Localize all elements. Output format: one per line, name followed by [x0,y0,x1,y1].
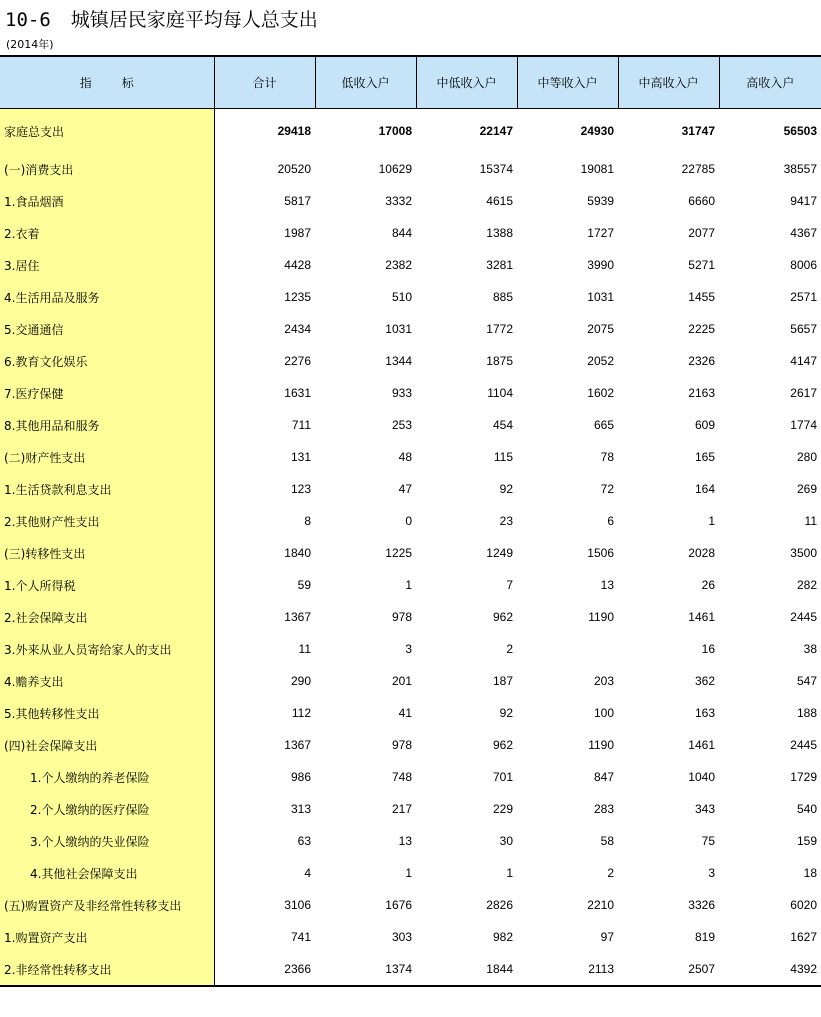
table-row [0,313,821,345]
row-value: 2434 [284,322,311,336]
row-value: 2382 [385,258,412,272]
row-label: 2.个人缴纳的医疗保险 [0,793,214,825]
row-value: 22147 [479,124,513,138]
row-value: 75 [701,834,715,848]
row-label: 家庭总支出 [0,109,214,154]
row-value: 1 [405,866,412,880]
row-value: 16 [701,642,715,656]
row-value: 24930 [580,124,614,138]
row-value: 1 [405,578,412,592]
table-row [0,857,821,889]
row-value: 164 [694,482,715,496]
table-row [0,409,821,441]
row-value: 1388 [486,226,513,240]
row-value: 15374 [479,162,513,176]
row-value: 11 [298,642,311,656]
row-value: 253 [391,418,412,432]
row-value: 159 [796,834,817,848]
row-value: 48 [398,450,412,464]
row-value: 13 [398,834,412,848]
row-value: 313 [290,802,311,816]
row-label: 2.衣着 [0,217,214,249]
table-row [0,633,821,665]
row-value: 59 [297,578,311,592]
row-label: 2.社会保障支出 [0,601,214,633]
row-value: 115 [493,450,513,464]
row-value: 1461 [688,610,715,624]
row-value: 29418 [277,124,311,138]
row-value: 362 [694,674,715,688]
row-value: 163 [694,706,715,720]
row-value: 187 [492,674,513,688]
table-row [0,249,821,281]
header-middle-income: 中等收入户 [517,56,618,109]
row-value: 540 [796,802,817,816]
row-label: 2.非经常性转移支出 [0,953,214,986]
row-label: 4.赡养支出 [0,665,214,697]
row-value: 1840 [284,546,311,560]
row-value: 1987 [284,226,311,240]
row-value: 1104 [487,386,513,400]
row-value: 4615 [486,194,513,208]
table-row [0,921,821,953]
row-label: (二)财产性支出 [0,441,214,473]
row-value: 112 [291,706,311,720]
row-value: 2445 [790,738,817,752]
table-row [0,377,821,409]
table-row [0,185,821,217]
row-value: 1 [506,866,513,880]
row-value: 203 [593,674,614,688]
row-value: 2276 [284,354,311,368]
row-label: 1.购置资产支出 [0,921,214,953]
row-value: 962 [492,610,513,624]
row-value: 343 [694,802,715,816]
row-value: 1772 [486,322,513,336]
row-value: 3281 [486,258,513,272]
row-value: 1631 [284,386,311,400]
row-label: 1.个人所得税 [0,569,214,601]
row-label: (三)转移性支出 [0,537,214,569]
table-row [0,473,821,505]
row-value: 2366 [214,953,315,986]
row-value: 1344 [385,354,412,368]
row-value: 885 [492,290,513,304]
row-value: 123 [290,482,311,496]
row-value: 962 [492,738,513,752]
row-label: 3.外来从业人员寄给家人的支出 [0,633,214,665]
row-value: 165 [694,450,715,464]
row-value: 1190 [588,610,614,624]
row-value: 1627 [790,930,817,944]
row-value: 2 [506,642,513,656]
row-value: 1506 [587,546,614,560]
row-value: 2617 [790,386,817,400]
row-label: (一)消费支出 [0,153,214,185]
row-label: (四)社会保障支出 [0,729,214,761]
row-value: 290 [290,674,311,688]
row-value: 4147 [790,354,817,368]
row-value: 217 [391,802,412,816]
header-upper-middle-income: 中高收入户 [618,56,719,109]
header-index-b: 标 [121,76,134,90]
row-value: 9417 [790,194,817,208]
row-value: 2028 [688,546,715,560]
header-index [0,56,214,109]
row-label: 1.食品烟酒 [0,185,214,217]
row-value: 3106 [284,898,311,912]
row-value: 2507 [618,953,719,986]
row-value [517,633,618,665]
header-total: 合计 [214,56,315,109]
row-label: 1.生活贷款利息支出 [0,473,214,505]
row-value: 229 [492,802,513,816]
row-value: 454 [492,418,513,432]
header-row [0,56,821,109]
row-value: 1190 [588,738,614,752]
row-value: 2445 [790,610,817,624]
row-value: 58 [600,834,614,848]
row-value: 4392 [719,953,821,986]
row-value: 283 [593,802,614,816]
row-value: 17008 [378,124,412,138]
row-label: 8.其他用品和服务 [0,409,214,441]
row-value: 92 [499,706,513,720]
row-label: 5.其他转移性支出 [0,697,214,729]
header-low-income: 低收入户 [315,56,416,109]
row-value: 3 [708,866,715,880]
row-value: 11 [804,514,817,528]
row-value: 741 [290,930,311,944]
row-value: 3332 [385,194,412,208]
table-row [0,109,821,154]
row-value: 2077 [688,226,715,240]
row-value: 2571 [790,290,817,304]
row-value: 978 [391,610,412,624]
header-high-income: 高收入户 [719,56,821,109]
row-value: 1367 [284,738,311,752]
table-row [0,665,821,697]
row-value: 1031 [385,322,412,336]
row-value: 1249 [486,546,513,560]
row-value: 1225 [385,546,412,560]
row-value: 1875 [486,354,513,368]
row-value: 280 [796,450,817,464]
row-value: 2113 [517,953,618,986]
row-value: 92 [499,482,513,496]
row-value: 30 [499,834,513,848]
row-value: 2826 [486,898,513,912]
row-value: 986 [290,770,311,784]
row-value: 8006 [790,258,817,272]
row-value: 63 [297,834,311,848]
row-value: 269 [796,482,817,496]
row-value: 1235 [284,290,311,304]
row-value: 20520 [277,162,311,176]
table-row [0,569,821,601]
row-value: 1 [708,514,715,528]
row-value: 282 [796,578,817,592]
row-value: 2075 [587,322,614,336]
table-body [0,109,821,987]
row-value: 100 [593,706,614,720]
row-value: 748 [391,770,412,784]
row-value: 41 [398,706,412,720]
table-row [0,441,821,473]
row-value: 1729 [790,770,817,784]
table-row [0,153,821,185]
row-label: 5.交通通信 [0,313,214,345]
table-row [0,345,821,377]
row-value: 31747 [681,124,715,138]
header-index-a: 指 [79,76,92,90]
row-value: 3 [405,642,412,656]
row-value: 609 [694,418,715,432]
row-value: 3500 [790,546,817,560]
row-value: 3326 [688,898,715,912]
table-row [0,217,821,249]
row-value: 1374 [315,953,416,986]
row-value: 510 [391,290,412,304]
row-value: 201 [391,674,412,688]
row-label: (五)购置资产及非经常性转移支出 [0,889,214,921]
table-row [0,505,821,537]
row-value: 1455 [688,290,715,304]
row-value: 8 [304,514,311,528]
row-label: 4.其他社会保障支出 [0,857,214,889]
row-value: 13 [600,578,614,592]
row-value: 1367 [284,610,311,624]
row-value: 56503 [783,124,817,138]
row-value: 978 [391,738,412,752]
row-value: 10629 [378,162,412,176]
row-value: 4428 [284,258,311,272]
row-value: 1676 [385,898,412,912]
row-value: 26 [701,578,715,592]
row-value: 6660 [688,194,715,208]
row-value: 5271 [688,258,715,272]
row-value: 4 [304,866,311,880]
table-row [0,537,821,569]
header-lower-middle-income: 中低收入户 [416,56,517,109]
row-value: 1602 [587,386,614,400]
row-value: 38557 [783,162,817,176]
row-value: 47 [398,482,412,496]
row-value: 78 [600,450,614,464]
row-value: 6 [607,514,614,528]
row-value: 19081 [580,162,614,176]
row-value: 844 [391,226,412,240]
row-value: 131 [290,450,311,464]
table-row [0,793,821,825]
row-value: 5817 [284,194,311,208]
row-label: 7.医疗保健 [0,377,214,409]
row-label: 2.其他财产性支出 [0,505,214,537]
table-number: 10-6 [5,9,51,31]
row-value: 665 [593,418,614,432]
row-value: 188 [796,706,817,720]
row-value: 2225 [688,322,715,336]
row-value: 22785 [681,162,715,176]
row-value: 303 [391,930,412,944]
table-row [0,761,821,793]
row-value: 18 [803,866,817,880]
row-value: 23 [499,514,513,528]
row-value: 0 [405,514,412,528]
row-value: 97 [600,930,614,944]
row-value: 933 [391,386,412,400]
row-value: 7 [506,578,513,592]
row-value: 5657 [790,322,817,336]
row-value: 711 [291,418,311,432]
row-value: 847 [593,770,614,784]
row-label: 4.生活用品及服务 [0,281,214,313]
expenditure-table [0,55,821,987]
row-value: 1040 [688,770,715,784]
table-row [0,825,821,857]
row-value: 1461 [688,738,715,752]
row-label: 1.个人缴纳的养老保险 [0,761,214,793]
year-note: (2014年) [6,38,54,51]
table-row [0,697,821,729]
row-value: 1031 [587,290,614,304]
row-value: 5939 [587,194,614,208]
row-value: 4367 [790,226,817,240]
row-value: 1774 [790,418,817,432]
row-value: 2 [607,866,614,880]
row-label: 3.居住 [0,249,214,281]
row-value: 1727 [587,226,614,240]
table-row [0,601,821,633]
table-row [0,889,821,921]
row-value: 1844 [416,953,517,986]
table-row [0,729,821,761]
row-value: 982 [492,930,513,944]
row-label: 6.教育文化娱乐 [0,345,214,377]
table-title: 城镇居民家庭平均每人总支出 [70,9,318,31]
page-title [5,6,318,34]
table-row [0,953,821,986]
row-value: 6020 [790,898,817,912]
table-row [0,281,821,313]
row-value: 2326 [688,354,715,368]
row-value: 547 [796,674,817,688]
row-label: 3.个人缴纳的失业保险 [0,825,214,857]
row-value: 819 [694,930,715,944]
row-value: 2052 [587,354,614,368]
row-value: 2163 [688,386,715,400]
row-value: 2210 [587,898,614,912]
row-value: 72 [600,482,614,496]
row-value: 3990 [587,258,614,272]
row-value: 38 [803,642,817,656]
row-value: 701 [492,770,513,784]
